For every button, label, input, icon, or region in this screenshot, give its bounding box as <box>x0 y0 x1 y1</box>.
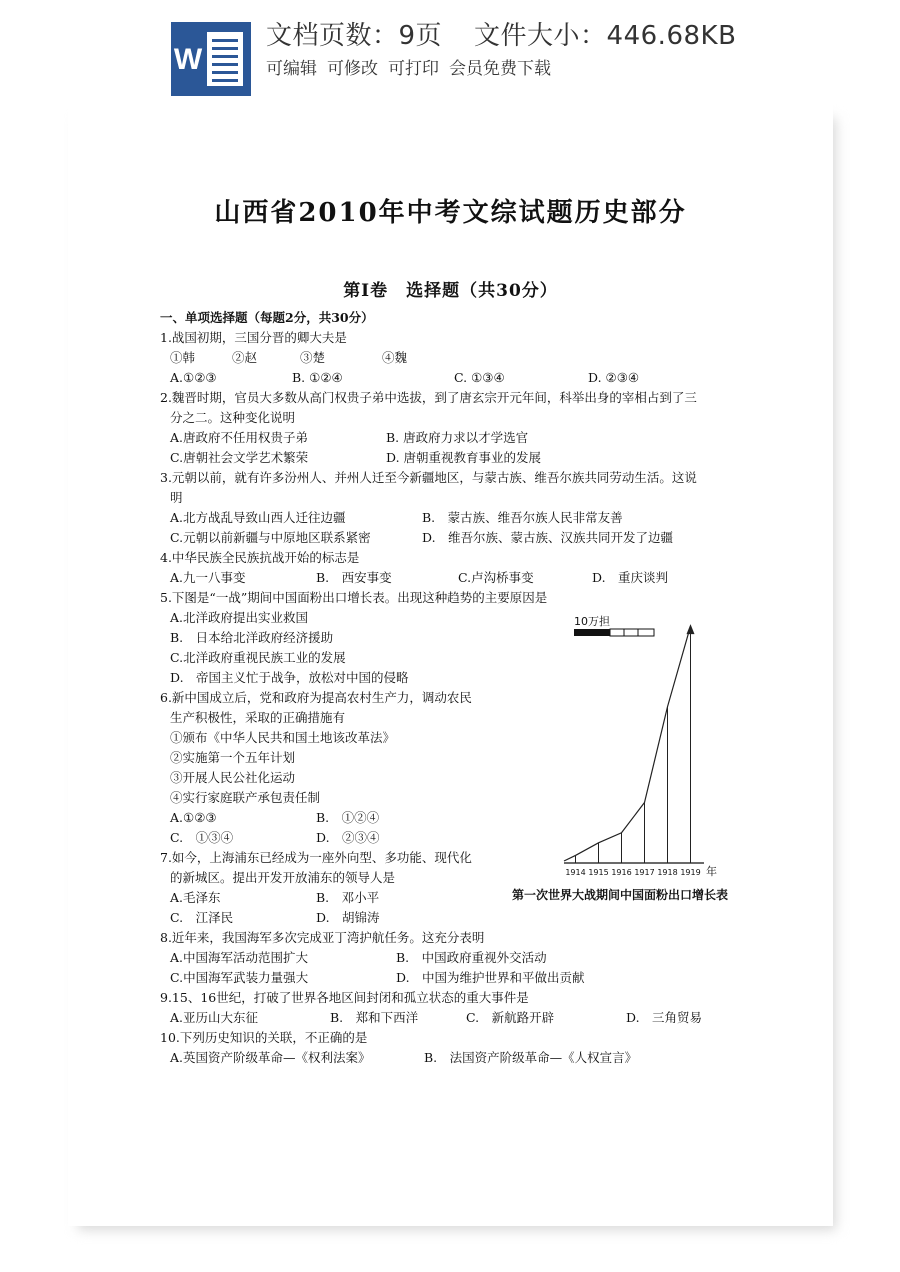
q5-stem: 5.下图是“一战”期间中国面粉出口增长表。出现这种趋势的主要原因是 <box>160 590 548 605</box>
q3-stem: 3.元朝以前，就有许多汾州人、并州人迁至今新疆地区，与蒙古族、维吾尔族共同劳动生活。这说 <box>160 470 697 485</box>
file-info <box>266 18 736 82</box>
q7-option-b: B. 邓小平 <box>316 890 380 905</box>
q9-option-b: B. 郑和下西洋 <box>330 1010 419 1025</box>
q1-stem: 1.战国初期，三国分晋的卿大夫是 <box>160 330 347 345</box>
part-heading: 一、单项选择题（每题2分，共30分） <box>160 310 374 325</box>
q4-option-d: D. 重庆谈判 <box>592 570 669 585</box>
q7-option-c: C. 江泽民 <box>170 910 234 925</box>
page-count: 文档页数：9页 <box>266 21 443 51</box>
q2-option-b: B. 唐政府力求以才学选官 <box>386 430 529 445</box>
q9-option-c: C. 新航路开辟 <box>466 1010 555 1025</box>
chart-caption: 第一次世界大战期间中国面粉出口增长表 <box>512 888 729 902</box>
q7-stem: 7.如今，上海浦东已经成为一座外向型、多功能、现代化 <box>160 850 472 865</box>
series-arrowhead <box>687 624 695 634</box>
feature-editable: 可编辑 <box>266 59 317 79</box>
document-title: 山西省2010年中考文综试题历史部分 <box>214 198 687 228</box>
scale-label: 10万担 <box>574 615 610 628</box>
q9-stem: 9.15、16世纪，打破了世界各地区间封闭和孤立状态的重大事件是 <box>160 990 529 1005</box>
q3-option-a: A.北方战乱导致山西人迁往边疆 <box>170 510 346 525</box>
q6-item: ④实行家庭联产承包责任制 <box>170 790 321 805</box>
q8-stem: 8.近年来，我国海军多次完成亚丁湾护航任务。这充分表明 <box>160 930 485 945</box>
q6-item: ③开展人民公社化运动 <box>170 770 296 785</box>
q5-option-a: A.北洋政府提出实业救国 <box>170 610 309 625</box>
q8-option-b: B. 中国政府重视外交活动 <box>396 950 547 965</box>
x-tick-label: 1914 <box>565 868 586 877</box>
q8-option-a: A.中国海军活动范围扩大 <box>170 950 309 965</box>
q2-option-c: C.唐朝社会文学艺术繁荣 <box>170 450 309 465</box>
q1-option-b: B. ①②④ <box>292 370 343 385</box>
q6-item: ①颁布《中华人民共和国土地该改革法》 <box>170 730 396 745</box>
section-volume: 第Ⅰ卷 <box>343 281 389 301</box>
x-tick-label: 1917 <box>634 868 655 877</box>
q4-option-c: C.卢沟桥事变 <box>458 570 534 585</box>
q8-option-c: C.中国海军武装力量强大 <box>170 970 309 985</box>
q1-item: ③楚 <box>300 350 326 365</box>
q6-option-b: B. ①②④ <box>316 810 380 825</box>
feature-modifiable: 可修改 <box>327 59 378 79</box>
q1-option-d: D. ②③④ <box>588 370 640 385</box>
x-tick-label: 1918 <box>657 868 678 877</box>
q10-option-a: A.英国资产阶级革命—《权利法案》 <box>170 1050 371 1065</box>
q3-option-c: C.元朝以前新疆与中原地区联系紧密 <box>170 530 371 545</box>
q5-option-d: D. 帝国主义忙于战争，放松对中国的侵略 <box>170 670 409 685</box>
q1-item: ②赵 <box>232 350 258 365</box>
q10-option-b: B. 法国资产阶级革命—《人权宣言》 <box>424 1050 638 1065</box>
download-banner <box>0 0 900 96</box>
chart-svg <box>512 605 762 905</box>
x-tick-label: 1919 <box>680 868 701 877</box>
q1-option-c: C. ①③④ <box>454 370 505 385</box>
q6-option-c: C. ①③④ <box>170 830 234 845</box>
svg-text:W: W <box>173 43 203 76</box>
q8-option-d: D. 中国为维护世界和平做出贡献 <box>396 970 585 985</box>
feature-printable: 可打印 <box>388 59 439 79</box>
q2-stem-cont: 分之二。这种变化说明 <box>170 410 296 425</box>
scale-bar-white <box>610 629 654 636</box>
q3-option-b: B. 蒙古族、维吾尔族人民非常友善 <box>422 510 623 525</box>
file-size: 文件大小：446.68KB <box>474 21 737 51</box>
flour-export-chart <box>512 605 762 905</box>
q4-option-a: A.九一八事变 <box>170 570 246 585</box>
q6-stem: 6.新中国成立后，党和政府为提高农村生产力，调动农民 <box>160 690 472 705</box>
q1-item: ①韩 <box>170 350 196 365</box>
x-tick-label: 1916 <box>611 868 632 877</box>
q7-stem-cont: 的新城区。提出开发开放浦东的领导人是 <box>170 870 396 885</box>
q3-stem-cont: 明 <box>170 490 183 505</box>
q3-option-d: D. 维吾尔族、蒙古族、汉族共同开发了边疆 <box>422 530 674 545</box>
q10-stem: 10.下列历史知识的关联，不正确的是 <box>160 1030 368 1045</box>
q7-option-a: A.毛泽东 <box>170 890 221 905</box>
scale-bar-black <box>574 629 610 636</box>
section-name: 选择题（共30分） <box>406 281 558 301</box>
q2-option-a: A.唐政府不任用权贵子弟 <box>170 430 309 445</box>
series-line-start <box>564 855 576 861</box>
q4-stem: 4.中华民族全民族抗战开始的标志是 <box>160 550 360 565</box>
q9-option-d: D. 三角贸易 <box>626 1010 703 1025</box>
word-icon <box>171 22 251 96</box>
q1-option-a: A.①②③ <box>170 370 217 385</box>
q6-item: ②实施第一个五年计划 <box>170 750 296 765</box>
q5-option-b: B. 日本给北洋政府经济援助 <box>170 630 334 645</box>
series-line <box>576 626 691 855</box>
q4-option-b: B. 西安事变 <box>316 570 392 585</box>
section-title <box>68 276 833 301</box>
q6-stem-cont: 生产积极性，采取的正确措施有 <box>170 710 346 725</box>
q2-option-d: D. 唐朝重视教育事业的发展 <box>386 450 542 465</box>
q6-option-d: D. ②③④ <box>316 830 380 845</box>
q1-item: ④魏 <box>382 350 408 365</box>
q6-option-a: A.①②③ <box>170 810 217 825</box>
feature-member-download[interactable]: 会员免费下载 <box>449 59 551 79</box>
q2-stem: 2.魏晋时期，官员大多数从高门权贵子弟中选拔，到了唐玄宗开元年间，科举出身的宰相占到了三 <box>160 390 697 405</box>
q9-option-a: A.亚历山大东征 <box>170 1010 259 1025</box>
x-axis-unit: 年 <box>706 865 717 878</box>
q5-option-c: C.北洋政府重视民族工业的发展 <box>170 650 346 665</box>
q7-option-d: D. 胡锦涛 <box>316 910 380 925</box>
x-tick-label: 1915 <box>588 868 609 877</box>
